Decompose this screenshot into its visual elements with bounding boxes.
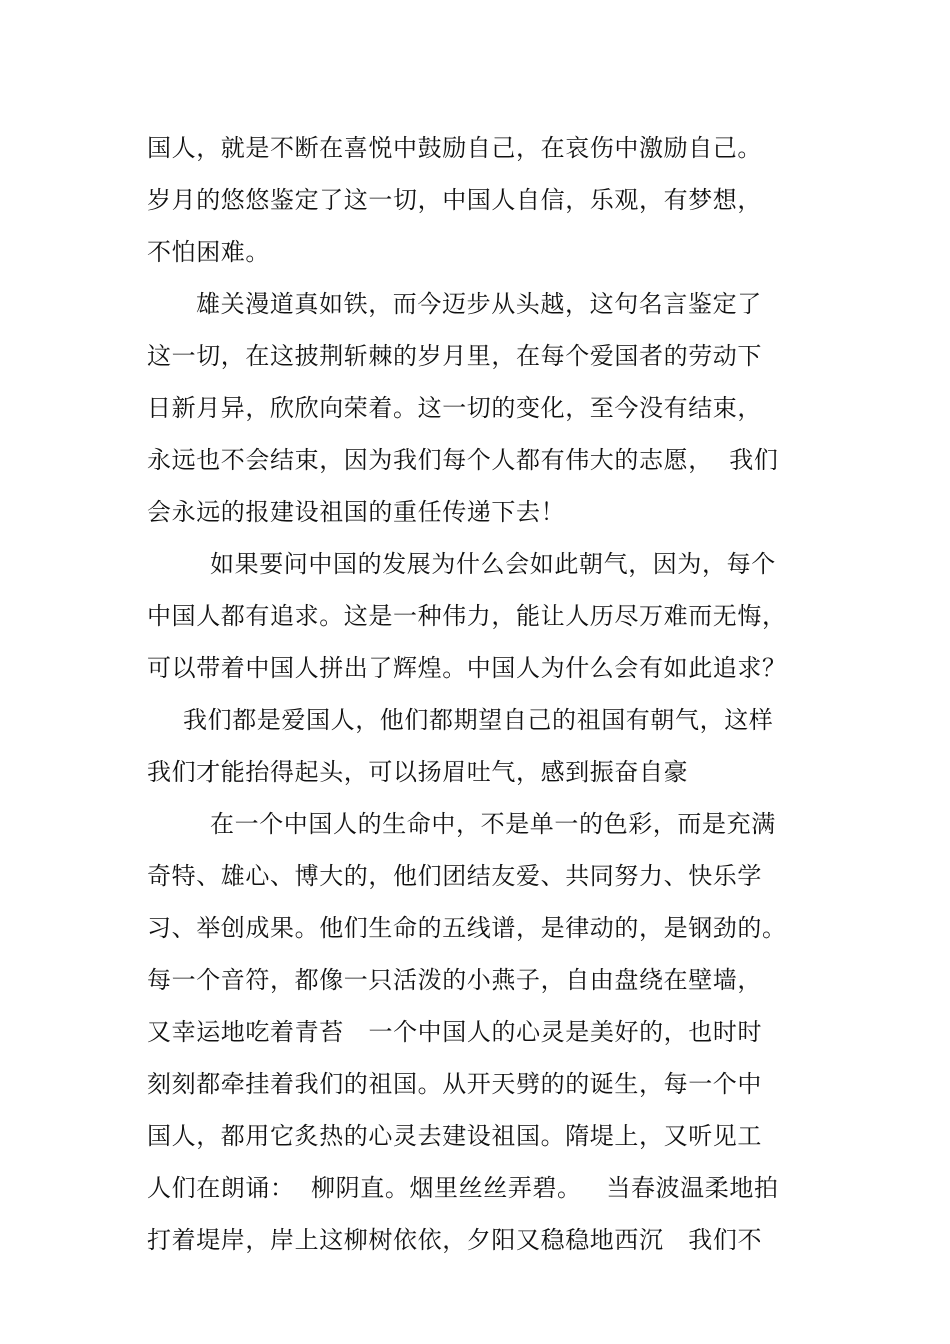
text-line: 这一切，在这披荆斩棘的岁月里，在每个爱国者的劳动下: [147, 342, 762, 370]
text-line: 岁月的悠悠鉴定了这一切，中国人自信，乐观，有梦想，: [147, 186, 762, 214]
text-line: 人们在朗诵： 柳阴直。烟里丝丝弄碧。 当春波温柔地拍: [147, 1174, 779, 1202]
text-line: 刻刻都牵挂着我们的祖国。从开天劈的的诞生，每一个中: [147, 1070, 762, 1098]
text-line: 我们都是爱国人，他们都期望自己的祖国有朝气，这样: [183, 706, 774, 734]
text-line: 打着堤岸，岸上这柳树依依，夕阳又稳稳地西沉 我们不: [147, 1226, 763, 1254]
text-line: 不怕困难。: [147, 238, 270, 266]
text-line: 奇特、雄心、博大的，他们团结友爱、共同努力、快乐学: [147, 862, 762, 890]
text-line: 日新月异，欣欣向荣着。这一切的变化，至今没有结束，: [147, 394, 762, 422]
text-line: 会永远的报建设祖国的重任传递下去！: [147, 498, 566, 526]
text-line: 雄关漫道真如铁，而今迈步从头越，这句名言鉴定了: [196, 290, 762, 318]
text-line: 习、举创成果。他们生命的五线谱，是律动的，是钢劲的。: [147, 914, 787, 942]
text-line: 如果要问中国的发展为什么会如此朝气，因为，每个: [210, 550, 776, 578]
text-line: 中国人都有追求。这是一种伟力，能让人历尽万难而无悔，: [147, 602, 787, 630]
text-line: 可以带着中国人拼出了辉煌。中国人为什么会有如此追求？: [147, 654, 787, 682]
text-line: 我们才能抬得起头，可以扬眉吐气，感到振奋自豪: [147, 758, 689, 786]
text-line: 在一个中国人的生命中，不是单一的色彩，而是充满: [210, 810, 776, 838]
text-line: 国人，就是不断在喜悦中鼓励自己，在哀伤中激励自己。: [147, 134, 762, 162]
text-line: 又幸运地吃着青苔 一个中国人的心灵是美好的，也时时: [147, 1018, 763, 1046]
text-line: 国人，都用它炙热的心灵去建设祖国。隋堤上，又听见工: [147, 1122, 762, 1150]
text-line: 每一个音符，都像一只活泼的小燕子，自由盘绕在壁墙，: [147, 966, 762, 994]
text-line: 永远也不会结束，因为我们每个人都有伟大的志愿， 我们: [147, 446, 779, 474]
